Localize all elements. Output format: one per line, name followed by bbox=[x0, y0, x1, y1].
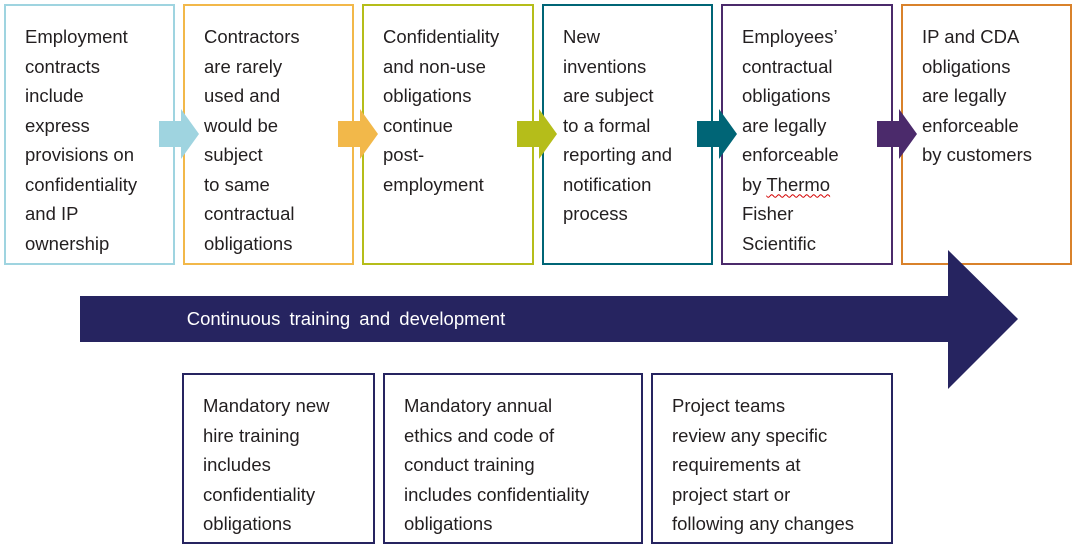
spellcheck-flagged-word: Thermo bbox=[766, 173, 831, 195]
training-text: Mandatory annual ethics and code of conduct training includes confidentiality obligations bbox=[404, 395, 590, 534]
training-text: Mandatory new hire training includes confidentiality obligations bbox=[203, 395, 330, 534]
training-box-new-hire bbox=[182, 373, 375, 544]
step-text: New inventions are subject to a formal reporting and notification process bbox=[563, 26, 673, 224]
training-box-project-teams bbox=[651, 373, 893, 544]
step-text-part: Employees’ contractual obligations are legally enforceable by bbox=[742, 26, 839, 195]
training-box-annual-ethics bbox=[383, 373, 643, 544]
step-text-part: Fisher Scientific bbox=[742, 203, 817, 254]
step-text: IP and CDA obligations are legally enforceable by customers bbox=[922, 26, 1033, 165]
step-text: Contractors are rarely used and would be subject to same contractual obligations bbox=[204, 26, 300, 254]
step-text: Employment contracts include express provisions on confidentiality and IP ownership bbox=[25, 26, 138, 254]
banner-label: Continuous training and development bbox=[186, 308, 506, 329]
training-text: Project teams review any specific requirements at project start or following any changes bbox=[672, 395, 855, 534]
step-text: Confidentiality and non-use obligations continue post- employment bbox=[383, 26, 500, 195]
